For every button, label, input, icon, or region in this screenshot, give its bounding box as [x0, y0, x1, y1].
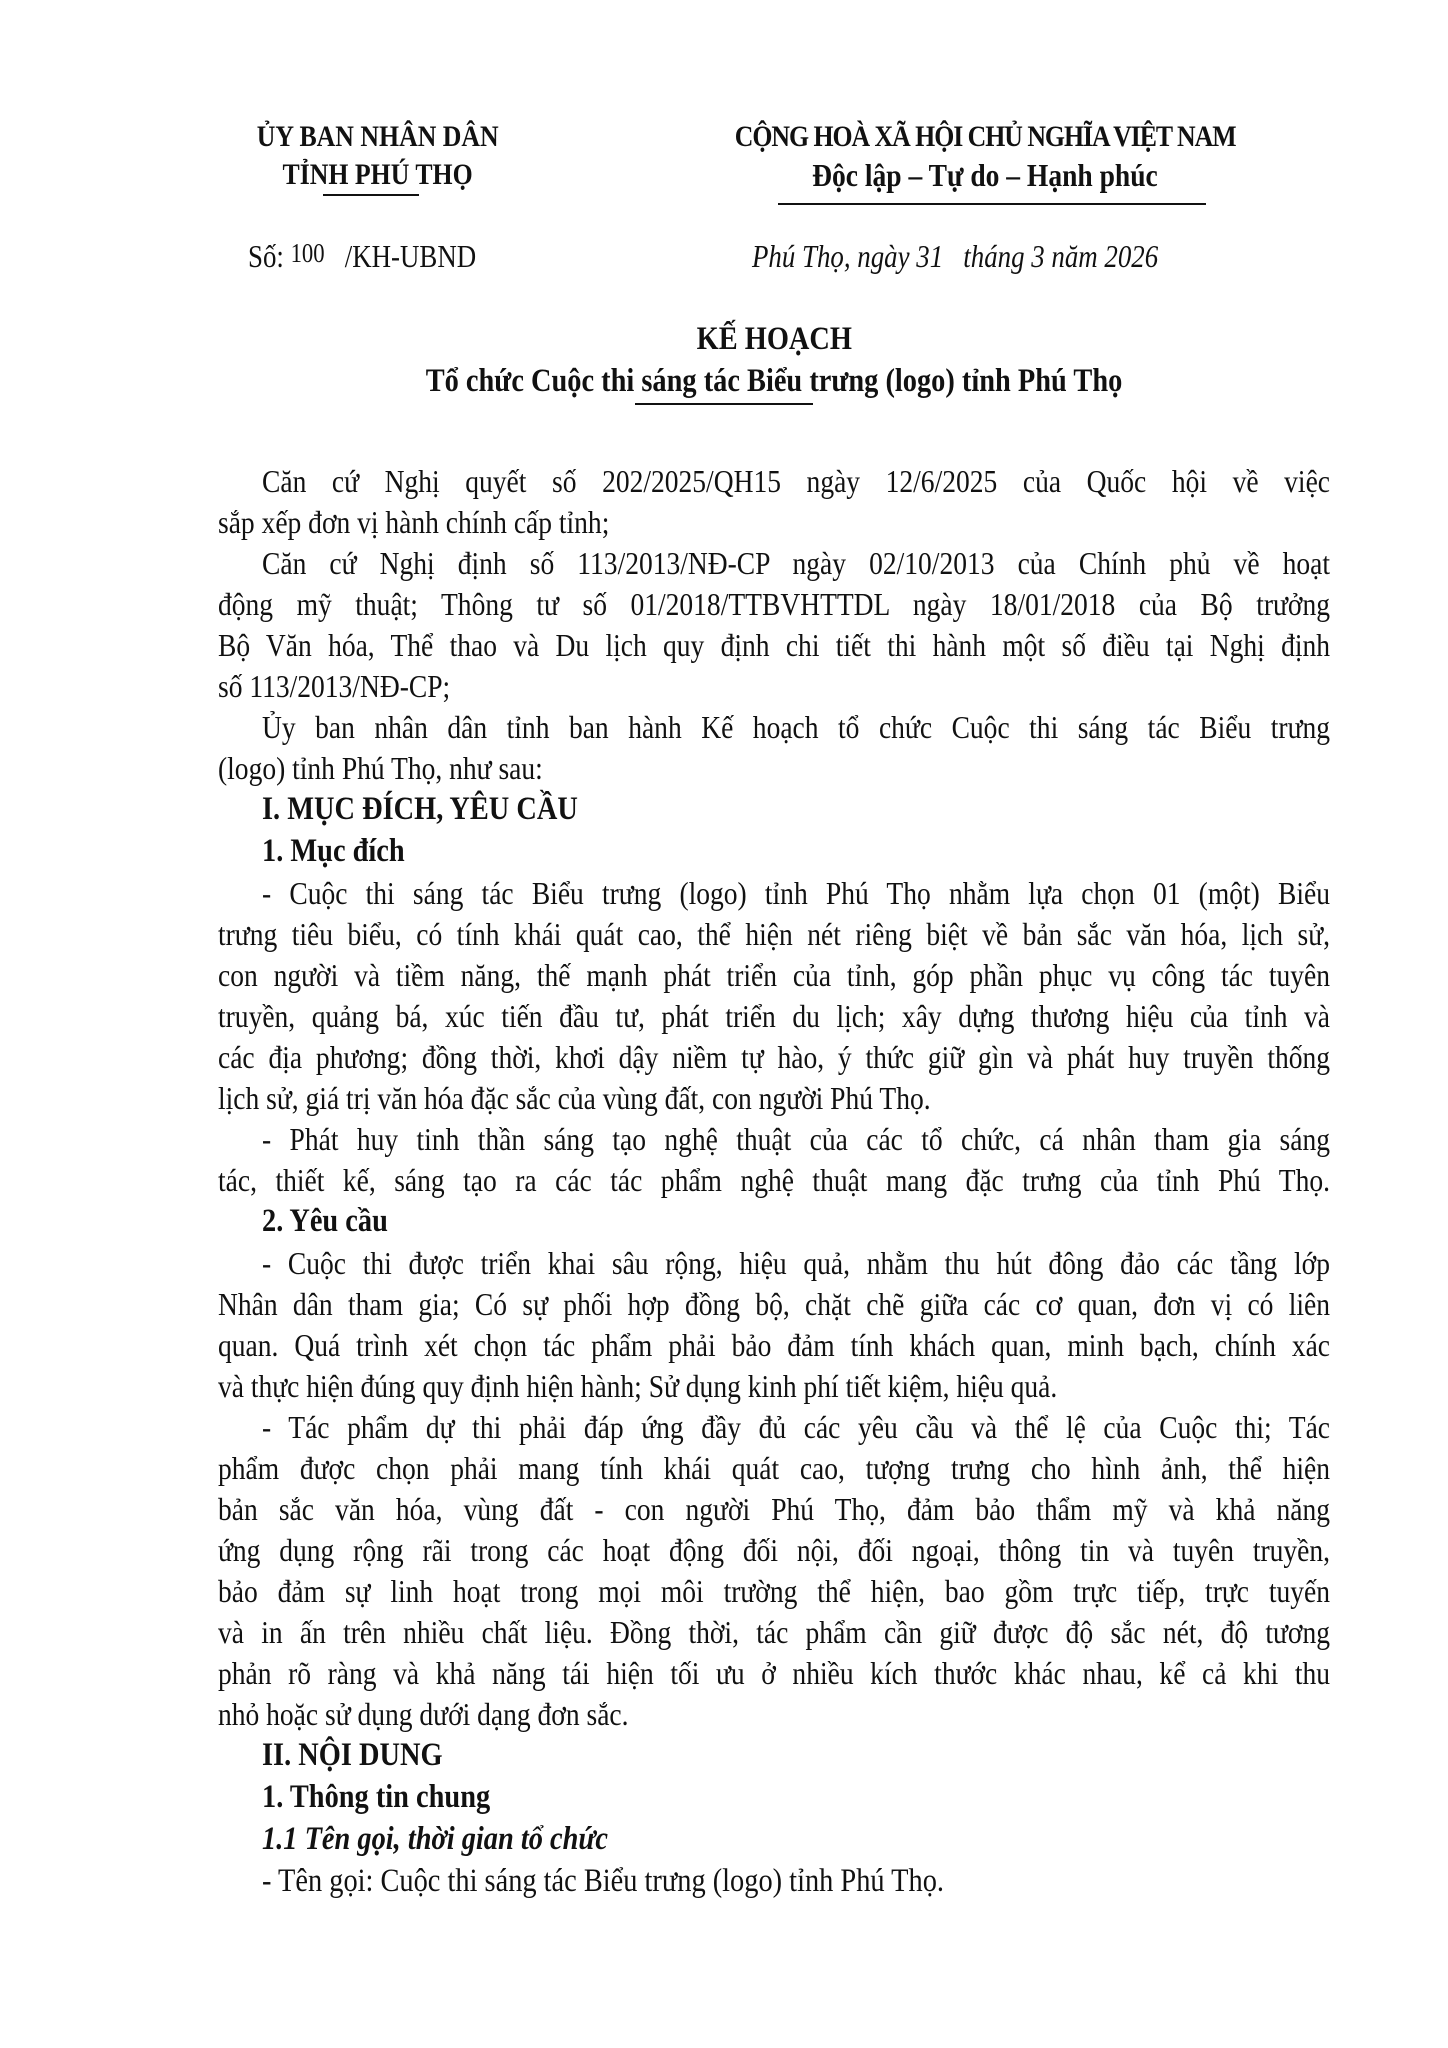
paragraph-requirements-1-line: - Cuộc thi được triển khai sâu rộng, hiệu quả, nhằm thu hút đông đảo các tầng lớp [262, 1245, 1330, 1281]
paragraph-requirements-2-line: bản sắc văn hóa, vùng đất - con người Phú Thọ, đảm bảo thẩm mỹ và khả năng [218, 1491, 1331, 1527]
paragraph-legal-basis-2-line: động mỹ thuật; Thông tư số 01/2018/TTBVHTTDL ngày 18/01/2018 của Bộ trưởng [218, 586, 1331, 622]
paragraph-requirements-2-line: - Tác phẩm dự thi phải đáp ứng đầy đủ các yêu cầu và thể lệ của Cuộc thi; Tác [262, 1409, 1330, 1445]
subsection-heading-name-time: 1.1 Tên gọi, thời gian tổ chức [262, 1821, 609, 1857]
paragraph-legal-basis-1-line: sắp xếp đơn vị hành chính cấp tỉnh; [218, 504, 610, 540]
paragraph-purpose-1-line: - Cuộc thi sáng tác Biểu trưng (logo) tỉnh Phú Thọ nhằm lựa chọn 01 (một) Biểu [262, 875, 1330, 911]
section-heading-purpose-requirements: I. MỤC ĐÍCH, YÊU CẦU [262, 791, 578, 827]
paragraph-purpose-2-line: tác, thiết kế, sáng tạo ra các tác phẩm nghệ thuật mang đặc trưng của tỉnh Phú Thọ. [218, 1162, 1331, 1198]
paragraph-legal-basis-2-line: Bộ Văn hóa, Thể thao và Du lịch quy định chi tiết thi hành một số điều tại Nghị định [218, 627, 1331, 663]
subsection-heading-purpose: 1. Mục đích [262, 833, 405, 869]
agency-name: ỦY BAN NHÂN DÂN [256, 120, 499, 153]
motto-underline [778, 203, 1206, 205]
paragraph-requirements-1-line: Nhân dân tham gia; Có sự phối hợp đồng bộ, chặt chẽ giữa các cơ quan, đơn vị có liên [218, 1286, 1331, 1322]
document-title [218, 318, 1330, 402]
paragraph-decision-line: (logo) tỉnh Phú Thọ, như sau: [218, 750, 543, 786]
paragraph-purpose-1-line: truyền, quảng bá, xúc tiến đầu tư, phát triển du lịch; xây dựng thương hiệu của tỉnh và [218, 998, 1331, 1034]
doc-number-suffix: /KH-UBND [344, 238, 477, 274]
document-subject: Tổ chức Cuộc thi sáng tác Biểu trưng (logo) tỉnh Phú Thọ [425, 363, 1123, 399]
paragraph-requirements-2-line: ứng dụng rộng rãi trong các hoạt động đối nội, đối ngoại, thông tin và tuyên truyền, [218, 1532, 1331, 1568]
agency-province: TỈNH PHÚ THỌ [282, 158, 474, 191]
paragraph-requirements-2-line: phản rõ ràng và khả năng tái hiện tối ưu ở nhiều kích thước khác nhau, kể cả khi thu [218, 1655, 1331, 1691]
paragraph-purpose-1-line: các địa phương; đồng thời, khơi dậy niềm tự hào, ý thức giữ gìn và phát huy truyền thống [218, 1039, 1331, 1075]
paragraph-contest-name: - Tên gọi: Cuộc thi sáng tác Biểu trưng (logo) tỉnh Phú Thọ. [262, 1863, 944, 1899]
paragraph-requirements-2-line: phẩm được chọn phải mang tính khái quát cao, tượng trưng cho hình ảnh, thể hiện [218, 1450, 1331, 1486]
agency-underline [323, 194, 419, 196]
paragraph-purpose-1-line: lịch sử, giá trị văn hóa đặc sắc của vùng đất, con người Phú Thọ. [218, 1080, 931, 1116]
subsection-heading-general-info: 1. Thông tin chung [262, 1779, 491, 1815]
national-header [640, 118, 1330, 194]
paragraph-legal-basis-2-line: Căn cứ Nghị định số 113/2013/NĐ-CP ngày 02/10/2013 của Chính phủ về hoạt [262, 545, 1330, 581]
paragraph-legal-basis-1-line: Căn cứ Nghị quyết số 202/2025/QH15 ngày 12/6/2025 của Quốc hội về việc [262, 463, 1330, 499]
paragraph-purpose-2-line: - Phát huy tinh thần sáng tạo nghệ thuật của các tổ chức, cá nhân tham gia sáng [262, 1121, 1330, 1157]
paragraph-requirements-2-line: nhỏ hoặc sử dụng dưới dạng đơn sắc. [218, 1696, 629, 1732]
paragraph-purpose-1-line: trưng tiêu biểu, có tính khái quát cao, thể hiện nét riêng biệt về bản sắc văn hóa, lịch sử, [218, 916, 1331, 952]
section-heading-content: II. NỘI DUNG [262, 1737, 443, 1773]
subsection-heading-requirements: 2. Yêu cầu [262, 1203, 388, 1239]
national-motto: Độc lập – Tự do – Hạnh phúc [812, 157, 1158, 193]
place-date: Phú Thọ, ngày 31 tháng 3 năm 2026 [752, 238, 1159, 274]
document-number [248, 236, 520, 278]
document-type: KẾ HOẠCH [696, 321, 852, 357]
paragraph-decision-line: Ủy ban nhân dân tỉnh ban hành Kế hoạch tổ chức Cuộc thi sáng tác Biểu trưng [262, 709, 1330, 745]
doc-number-prefix: Số: [248, 238, 284, 274]
paragraph-requirements-1-line: và thực hiện đúng quy định hiện hành; Sử dụng kinh phí tiết kiệm, hiệu quả. [218, 1368, 1058, 1404]
paragraph-requirements-2-line: bảo đảm sự linh hoạt trong mọi môi trường thể hiện, bao gồm trực tiếp, trực tuyến [218, 1573, 1331, 1609]
paragraph-requirements-2-line: và in ấn trên nhiều chất liệu. Đồng thời, tác phẩm cần giữ được độ sắc nét, độ tương [218, 1614, 1331, 1650]
paragraph-legal-basis-2-line: số 113/2013/NĐ-CP; [218, 668, 451, 704]
doc-number-value: 100 [290, 238, 325, 268]
national-title: CỘNG HOÀ XÃ HỘI CHỦ NGHĨA VIỆT NAM [734, 120, 1236, 153]
title-underline [635, 403, 813, 405]
paragraph-requirements-1-line: quan. Quá trình xét chọn tác phẩm phải bảo đảm tính khách quan, minh bạch, chính xác [218, 1327, 1331, 1363]
agency-header [218, 118, 538, 194]
paragraph-purpose-1-line: con người và tiềm năng, thế mạnh phát triển của tỉnh, góp phần phục vụ công tác tuyên [218, 957, 1331, 993]
